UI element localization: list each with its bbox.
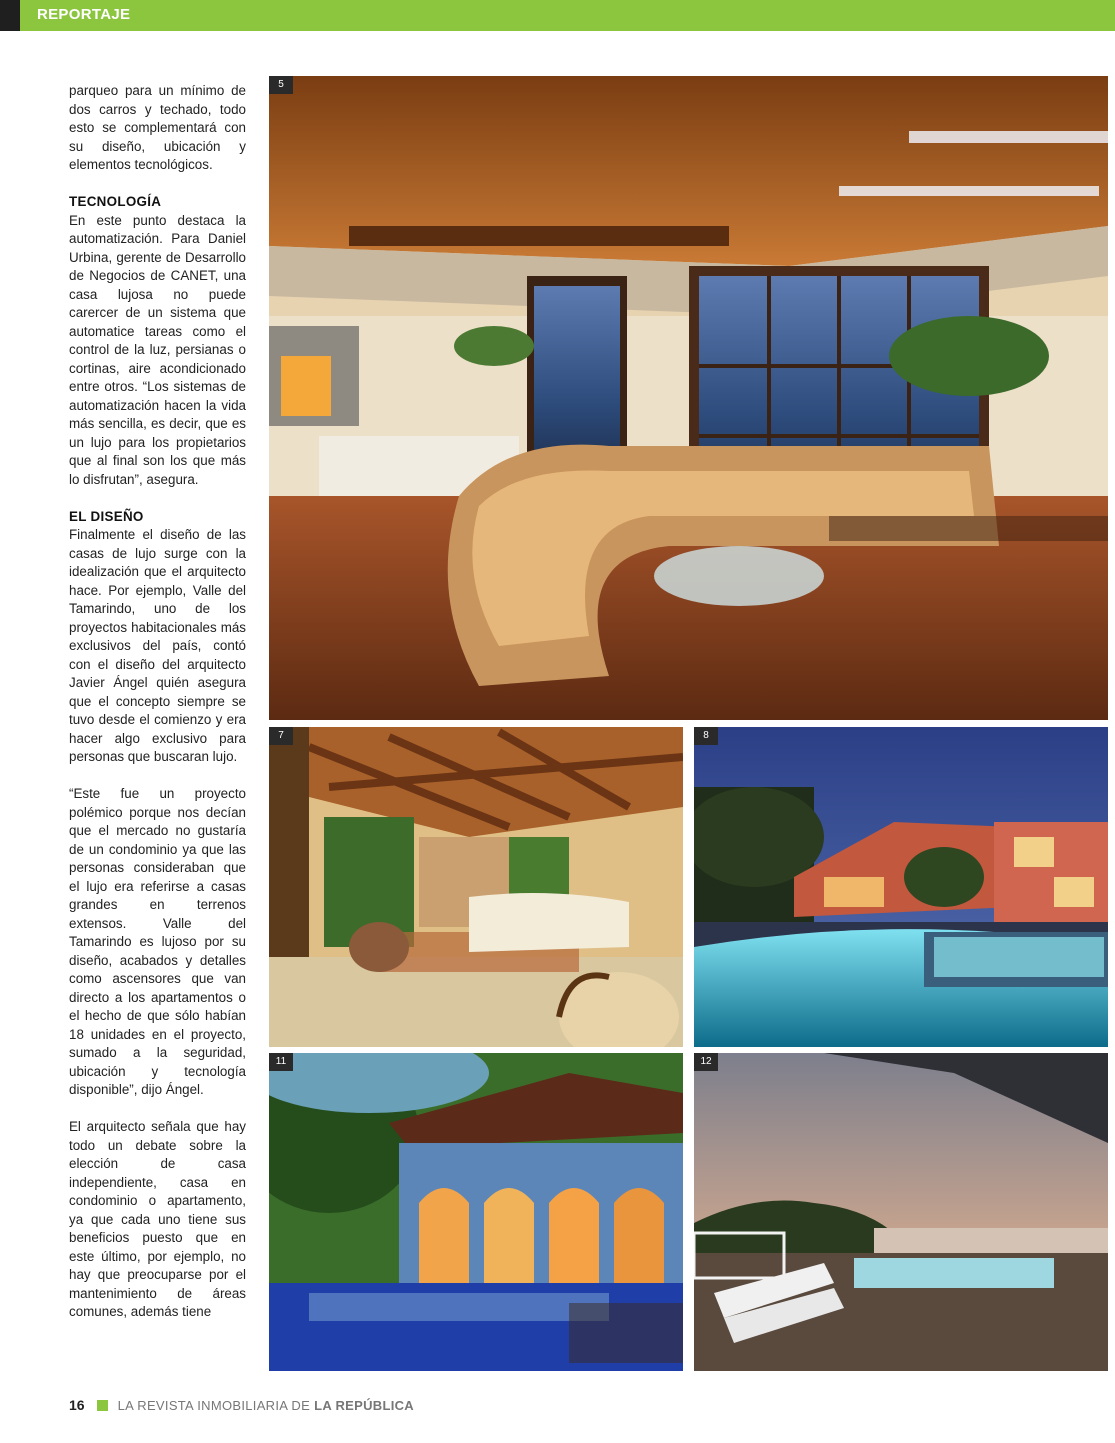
page-footer: [69, 1396, 414, 1414]
photo-number-badge: 7: [269, 727, 293, 745]
paragraph-tecnologia: En este punto destaca la automatización. Para Daniel Urbina, gerente de Desarrollo de Negocios de CANET, una casa lujosa no puede carercer de un sistema que automatice tareas como el control de la luz, persianas o cortinas, aire acondicionado entre otros. “Los sistemas de automatización hacen la vida más sencilla, es decir, que es un lujo para los propietarios que al final son los que más lo disfrutan”, asegura.: [69, 212, 246, 487]
photo-number-badge: 11: [269, 1053, 293, 1071]
article-column: [69, 82, 246, 1340]
terrace-sunset-illustration: [694, 1053, 1108, 1371]
publication-prefix: LA REVISTA INMOBILIARIA DE: [117, 1397, 311, 1413]
paragraph-debate: El arquitecto señala que hay todo un debate sobre la elección de casa independiente, casa en condominio o apartamento, ya que cada uno tiene sus beneficios puesto que en este último, por ejemplo, no hay que preocuparse por el mantenimiento de áreas comunes, además tiene: [69, 1119, 246, 1319]
paragraph-diseno: Finalmente el diseño de las casas de lujo surge con la idealización que el arquitecto hace. Por ejemplo, Valle del Tamarindo, uno de los proyectos habitacionales más exclusivos del país, contó con el diseño del arquitecto Javier Ángel quién asegura que el concepto siempre se tuvo desde el comienzo y era hacer algo exclusivo para personas que buscaran lujo.: [69, 527, 246, 764]
photo-number-badge: 12: [694, 1053, 718, 1071]
header-dark-block: [0, 0, 20, 31]
heading-tecnologia: TECNOLOGÍA: [69, 194, 162, 209]
photo-number-badge: 8: [694, 727, 718, 745]
photo-villa-arches: [269, 1053, 683, 1371]
interior-beams-illustration: [269, 727, 683, 1047]
publication-name: LA REPÚBLICA: [314, 1397, 414, 1413]
page-number: 16: [69, 1397, 85, 1413]
photo-number-badge: 5: [269, 76, 293, 94]
photo-living-room: [269, 76, 1108, 720]
footer-square-icon: [97, 1400, 108, 1411]
paragraph-quote: “Este fue un proyecto polémico porque nos decían que el mercado no gustaría de un condominio ya que las personas consideraban que el lujo era referirse a casas grandes en terrenos extensos. Valle del Tamarindo es lujoso por su diseño, acabados y detalles como ascensores que van directo a los apartamentos o el hecho de que sólo habían 18 unidades en el proyecto, sumado a la seguridad, ubicación y tecnología disponible”, dijo Ángel.: [69, 786, 246, 1097]
villa-arches-illustration: [269, 1053, 683, 1371]
section-label: REPORTAJE: [37, 6, 131, 23]
living-room-illustration: [269, 76, 1108, 720]
photo-interior-beams: [269, 727, 683, 1047]
pool-night-illustration: [694, 727, 1108, 1047]
section-header-bar: [0, 0, 1115, 31]
heading-el-diseno: EL DISEÑO: [69, 508, 144, 524]
photo-terrace-sunset: [694, 1053, 1108, 1371]
photo-pool-night: [694, 727, 1108, 1047]
paragraph-parqueo: parqueo para un mínimo de dos carros y techado, todo esto se complementará con su diseño, ubicación y elementos tecnológicos.: [69, 83, 246, 172]
